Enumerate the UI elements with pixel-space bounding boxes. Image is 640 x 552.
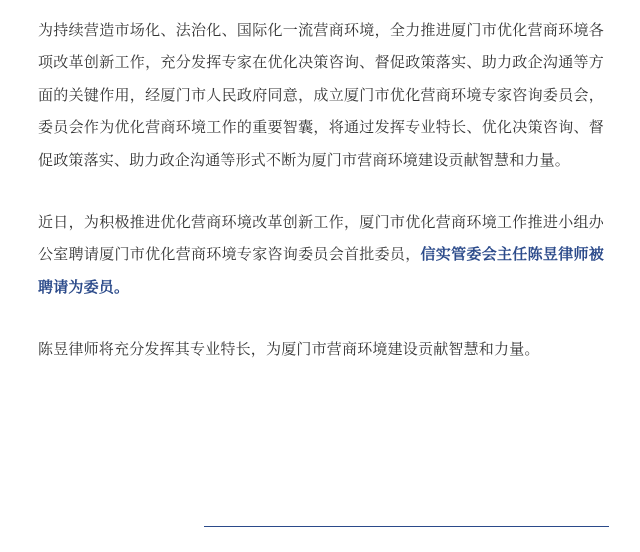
- paragraph-appointment: [38, 206, 604, 303]
- section-divider: [204, 526, 609, 527]
- appointment-highlight: 信实管委会主任陈昱律师被聘请为委员。: [38, 245, 604, 296]
- appointment-text: 近日，为积极推进优化营商环境改革创新工作，厦门市优化营商环境工作推进小组办公室聘请厦门市优化营商环境专家咨询委员会首批委员，: [38, 213, 604, 264]
- paragraph-intro: 为持续营造市场化、法治化、国际化一流营商环境，全力推进厦门市优化营商环境各项改革创新工作，充分发挥专家在优化决策咨询、督促政策落实、助力政企沟通等方面的关键作用，经厦门市人民政府同意，成立厦门市优化营商环境专家咨询委员会，委员会作为优化营商环境工作的重要智囊，将通过发挥专业特长、优化决策咨询、督促政策落实、助力政企沟通等形式不断为厦门市营商环境建设贡献智慧和力量。: [38, 21, 604, 169]
- paragraph-closing: 陈昱律师将充分发挥其专业特长，为厦门市营商环境建设贡献智慧和力量。: [38, 340, 540, 359]
- article-body: [38, 14, 604, 366]
